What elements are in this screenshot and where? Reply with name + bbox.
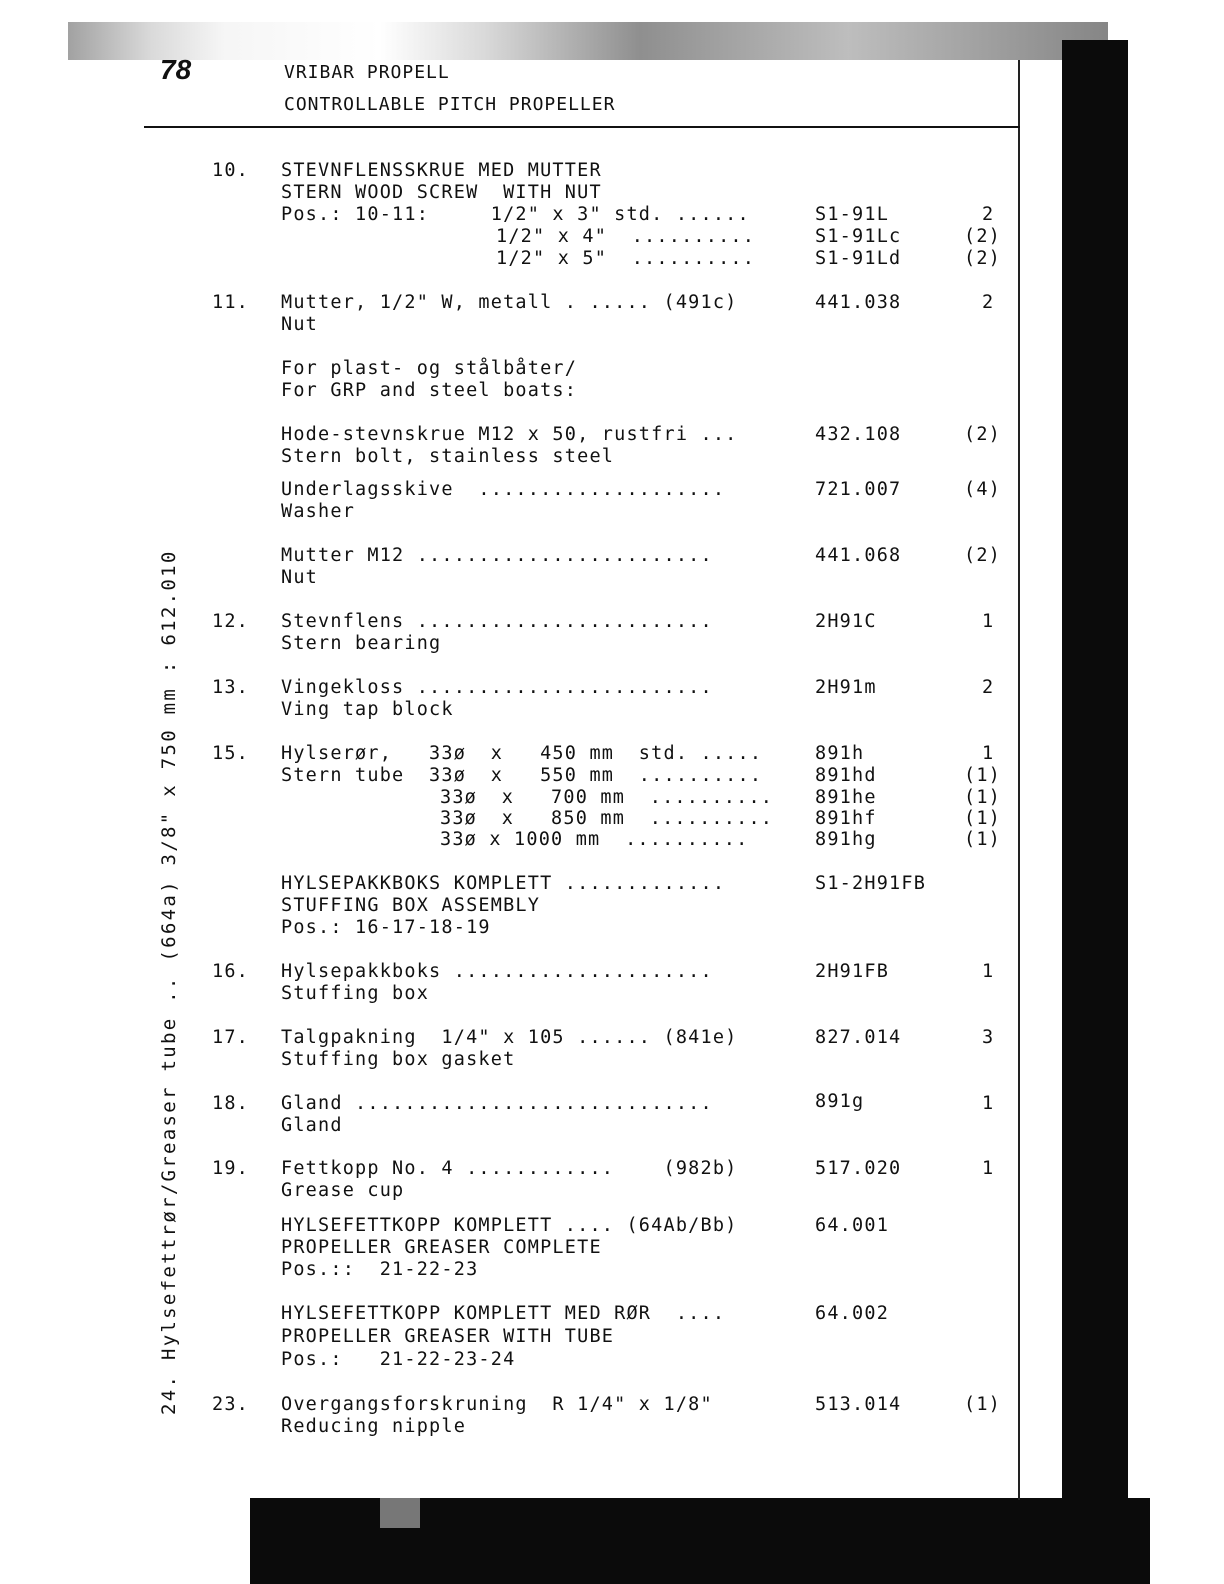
item-description: Hylserør, 33ø x 450 mm std. .....: [281, 743, 763, 764]
page-title-en: CONTROLLABLE PITCH PROPELLER: [284, 94, 616, 115]
page-title-no: VRIBAR PROPELL: [284, 62, 450, 83]
item-description: Nut: [281, 567, 319, 588]
part-number: 827.014: [815, 1027, 902, 1048]
item-description: 1/2" x 5" ..........: [496, 248, 756, 269]
part-number: 891he: [815, 787, 877, 808]
item-description: Pos.: 21-22-23-24: [281, 1349, 516, 1370]
quantity: (1): [964, 765, 1002, 786]
item-description: Nut: [281, 314, 319, 335]
item-description: Overgangsforskruning R 1/4" x 1/8": [281, 1394, 713, 1415]
item-description: Vingekloss ........................: [281, 677, 713, 698]
item-number: 13.: [212, 677, 250, 698]
part-number: 891hf: [815, 808, 877, 829]
part-number: 891hd: [815, 765, 877, 786]
section-note: For GRP and steel boats:: [281, 380, 578, 401]
item-description: PROPELLER GREASER WITH TUBE: [281, 1326, 615, 1347]
item-description: Stevnflens ........................: [281, 611, 713, 632]
item-description: Gland .............................: [281, 1093, 713, 1114]
part-number: 441.038: [815, 292, 902, 313]
item-description: Stern bearing: [281, 633, 442, 654]
item-description: Stuffing box: [281, 983, 430, 1004]
part-number: 517.020: [815, 1158, 902, 1179]
part-number: 891h: [815, 743, 865, 764]
item-number: 10.: [212, 160, 250, 181]
quantity: (2): [964, 424, 1002, 445]
item-description: Mutter M12 ........................: [281, 545, 713, 566]
part-number: S1-91L: [815, 204, 890, 225]
item-number: 19.: [212, 1158, 250, 1179]
part-number: 441.068: [815, 545, 902, 566]
quantity: (1): [964, 1394, 1002, 1415]
quantity: 2: [982, 292, 995, 313]
item-description: HYLSEFETTKOPP KOMPLETT .... (64Ab/Bb): [281, 1215, 738, 1236]
item-number: 11.: [212, 292, 250, 313]
part-number: 2H91m: [815, 677, 877, 698]
item-description: Mutter, 1/2" W, metall . ..... (491c): [281, 292, 738, 313]
item-description: Grease cup: [281, 1180, 405, 1201]
item-description: Gland: [281, 1115, 343, 1136]
part-number: S1-2H91FB: [815, 873, 927, 894]
quantity: 1: [982, 743, 995, 764]
part-number: 64.002: [815, 1303, 890, 1324]
quantity: (2): [964, 226, 1002, 247]
scan-artifact-right: [1062, 40, 1128, 1584]
section-note: For plast- og stålbåter/: [281, 358, 578, 379]
item-description: Stern tube 33ø x 550 mm ..........: [281, 765, 763, 786]
quantity: (1): [964, 829, 1002, 850]
item-description: 33ø x 850 mm ..........: [440, 808, 774, 829]
part-number: 891hg: [815, 829, 877, 850]
item-number: 15.: [212, 743, 250, 764]
part-number: 2H91C: [815, 611, 877, 632]
quantity: 3: [982, 1027, 995, 1048]
item-description: HYLSEPAKKBOKS KOMPLETT .............: [281, 873, 726, 894]
quantity: 1: [982, 611, 995, 632]
quantity: 2: [982, 677, 995, 698]
quantity: (2): [964, 248, 1002, 269]
item-description: 33ø x 700 mm ..........: [440, 787, 774, 808]
item-number: 16.: [212, 961, 250, 982]
quantity: (4): [964, 479, 1002, 500]
item-description: PROPELLER GREASER COMPLETE: [281, 1237, 602, 1258]
scan-artifact-top: [68, 22, 1108, 60]
item-description: STEVNFLENSSKRUE MED MUTTER: [281, 160, 602, 181]
item-number: 23.: [212, 1394, 250, 1415]
quantity: 2: [982, 204, 995, 225]
item-description: Pos.:: 21-22-23: [281, 1259, 479, 1280]
item-description: 1/2" x 4" ..........: [496, 226, 756, 247]
quantity: (1): [964, 808, 1002, 829]
page-right-border: [1018, 60, 1020, 1500]
part-number: 513.014: [815, 1394, 902, 1415]
item-description: Pos.: 10-11: 1/2" x 3" std. ......: [281, 204, 750, 225]
item-description: HYLSEFETTKOPP KOMPLETT MED RØR ....: [281, 1303, 726, 1324]
item-description: Washer: [281, 501, 356, 522]
item-description: Fettkopp No. 4 ............ (982b): [281, 1158, 738, 1179]
part-number: S1-91Lc: [815, 226, 902, 247]
part-number: 721.007: [815, 479, 902, 500]
item-description: Hode-stevnskrue M12 x 50, rustfri ...: [281, 424, 738, 445]
item-description: Pos.: 16-17-18-19: [281, 917, 491, 938]
quantity: (2): [964, 545, 1002, 566]
item-description: STERN WOOD SCREW WITH NUT: [281, 182, 602, 203]
item-description: Talgpakning 1/4" x 105 ...... (841e): [281, 1027, 738, 1048]
quantity: (1): [964, 787, 1002, 808]
page-number: 78: [160, 54, 192, 85]
item-description: Reducing nipple: [281, 1416, 467, 1437]
part-number: S1-91Ld: [815, 248, 902, 269]
scan-artifact-bottom-speck: [380, 1498, 420, 1528]
part-number: 2H91FB: [815, 961, 890, 982]
quantity: 1: [982, 1158, 995, 1179]
item-number: 17.: [212, 1027, 250, 1048]
item-description: Underlagsskive ....................: [281, 479, 726, 500]
item-number: 18.: [212, 1093, 250, 1114]
part-number: 891g: [815, 1091, 865, 1112]
item-description: Stuffing box gasket: [281, 1049, 516, 1070]
item-number: 12.: [212, 611, 250, 632]
side-caption: 24. Hylsefettrør/Greaser tube .. (664a) 3/8" x 750 mm : 612.010: [158, 549, 180, 1415]
part-number: 432.108: [815, 424, 902, 445]
item-description: Stern bolt, stainless steel: [281, 446, 615, 467]
item-description: Hylsepakkboks .....................: [281, 961, 713, 982]
quantity: 1: [982, 1093, 995, 1114]
header-rule: [144, 126, 1020, 128]
part-number: 64.001: [815, 1215, 890, 1236]
quantity: 1: [982, 961, 995, 982]
item-description: 33ø x 1000 mm ..........: [440, 829, 749, 850]
item-description: Ving tap block: [281, 699, 454, 720]
item-description: STUFFING BOX ASSEMBLY: [281, 895, 541, 916]
